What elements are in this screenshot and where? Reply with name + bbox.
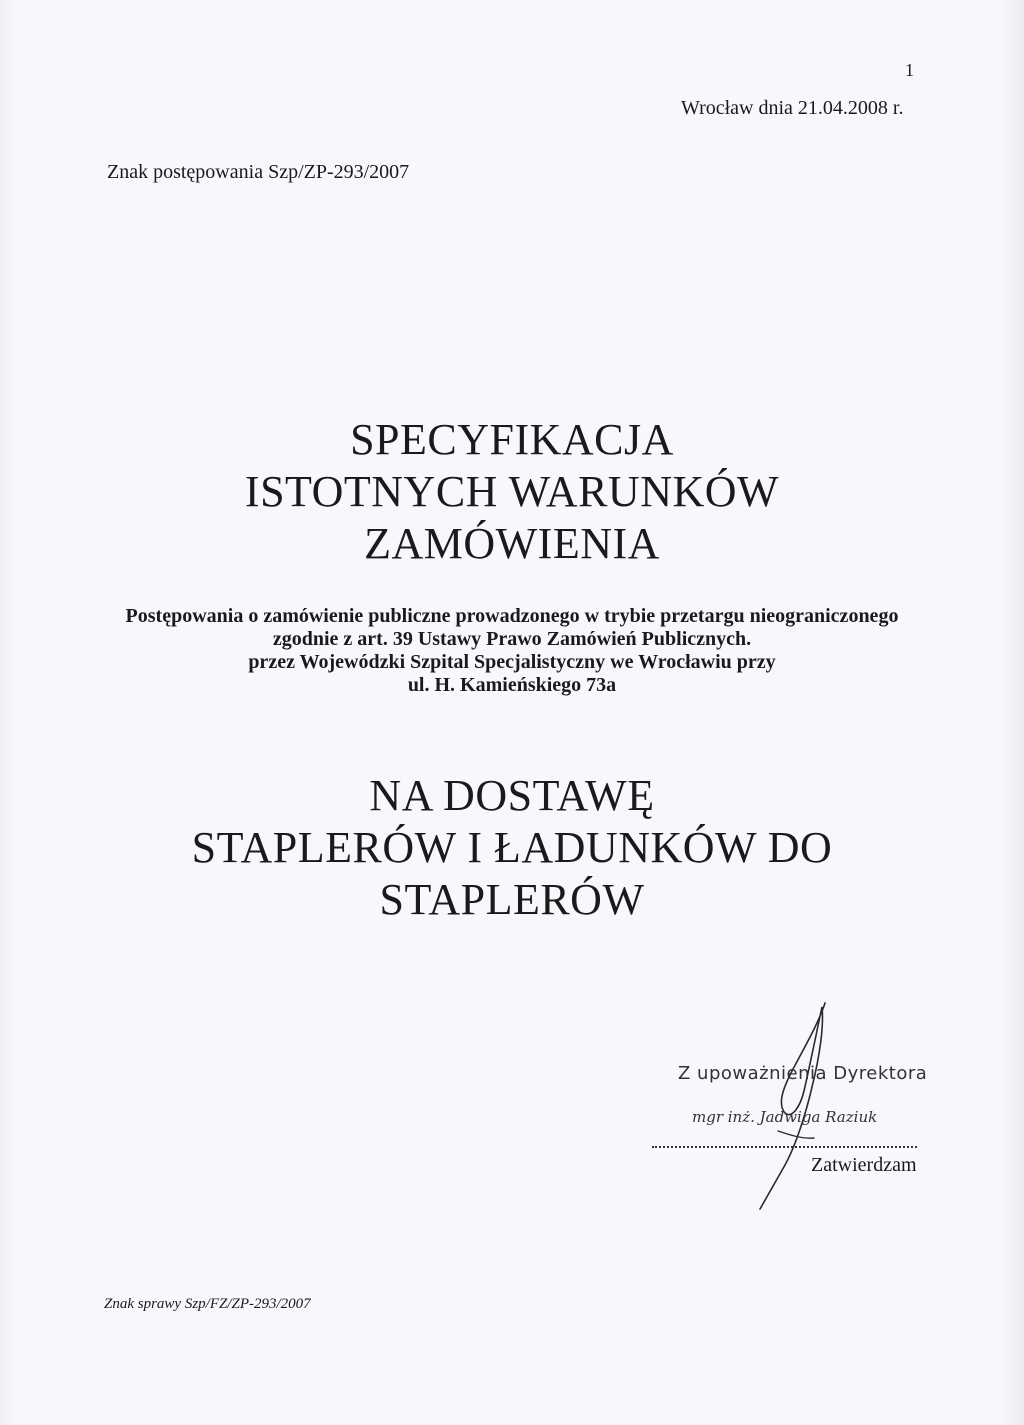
order-subject (0, 770, 1024, 926)
subject-line-2: STAPLERÓW I ŁADUNKÓW DO (191, 823, 833, 872)
stamp-signatory-name: mgr inż. Jadwiga Raziuk (692, 1108, 878, 1126)
document-title (0, 414, 1024, 570)
subject-line-1: NA DOSTAWĘ (369, 771, 655, 820)
signature-line (652, 1138, 917, 1148)
description-line-2: zgodnie z art. 39 Ustawy Prawo Zamówień Publicznych. (272, 628, 752, 650)
procedure-description (0, 605, 1024, 697)
subject-line-3: STAPLERÓW (379, 875, 645, 924)
handwritten-signature (730, 995, 850, 1215)
case-reference-footer: Znak sprawy Szp/FZ/ZP-293/2007 (104, 1296, 311, 1312)
description-line-4: ul. H. Kamieńskiego 73a (407, 674, 617, 696)
title-line-1: SPECYFIKACJA (350, 415, 674, 464)
description-line-1: Postępowania o zamówienie publiczne prowadzonego w trybie przetargu nieograniczonego (125, 605, 899, 627)
stamp-authorization-text: Z upoważnienia Dyrektora (678, 1063, 928, 1084)
case-number: Znak postępowania Szp/ZP-293/2007 (107, 161, 410, 183)
page-number: 1 (905, 60, 914, 80)
title-line-3: ZAMÓWIENIA (364, 519, 660, 568)
description-line-3: przez Wojewódzki Szpital Specjalistyczny we Wrocławiu przy (248, 651, 776, 673)
approval-label: Zatwierdzam (811, 1154, 917, 1176)
title-line-2: ISTOTNYCH WARUNKÓW (244, 467, 780, 516)
date-line: Wrocław dnia 21.04.2008 r. (681, 97, 904, 119)
